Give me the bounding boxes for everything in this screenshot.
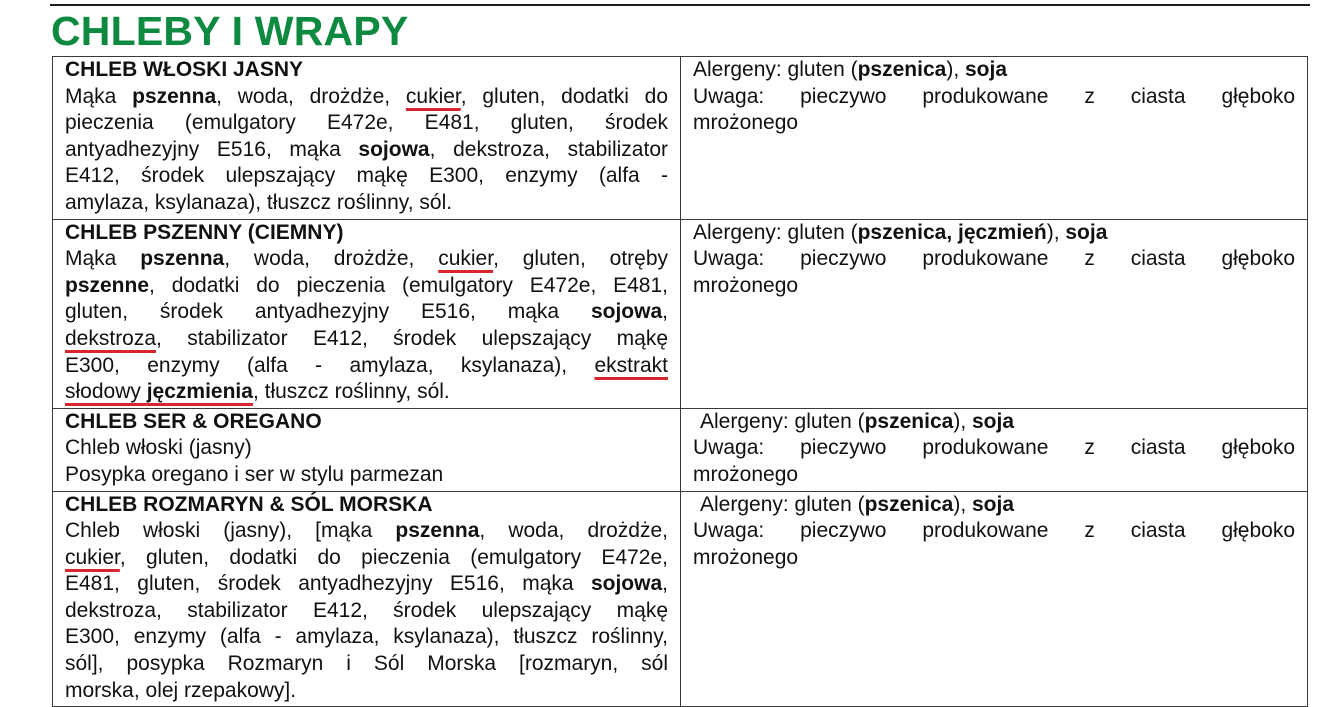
ingredient-line: Mąka pszenna, woda, drożdże, cukier, gluten, otręby	[65, 247, 669, 271]
allergens-line: Alergeny: gluten (pszenica), soja	[700, 492, 1015, 516]
table-row	[53, 57, 1308, 220]
ingredients-cell	[53, 219, 681, 408]
note-line: Uwaga: pieczywo produkowane z ciasta głęboko	[693, 84, 1295, 108]
ingredient-line: morska, olej rzepakowy].	[65, 678, 297, 702]
note-line-2: mrożonego	[693, 111, 799, 135]
product-name: CHLEB ROZMARYN & SÓL MORSKA	[65, 492, 433, 516]
ingredient-line: Mąka pszenna, woda, drożdże, cukier, gluten, dodatki do	[65, 84, 669, 108]
ingredient-line: pieczenia (emulgatory E472e, E481, gluten, środek	[65, 111, 668, 135]
page-title: CHLEBY I WRAPY	[51, 8, 409, 54]
ingredient-line: słodowy jęczmienia, tłuszcz roślinny, sól.	[65, 380, 450, 404]
product-name: CHLEB SER & OREGANO	[65, 409, 322, 433]
extract-highlight: ekstrakt	[594, 353, 668, 377]
ingredient-line: gluten, środek antyadhezyjny E516, mąka sojowa,	[65, 300, 668, 324]
ingredient-line: amylaza, ksylanaza), tłuszcz roślinny, sól.	[65, 190, 453, 214]
ingredient-line: dekstroza, stabilizator E412, środek ulepszający mąkę	[65, 326, 668, 350]
dextrose-highlight: dekstroza	[65, 326, 157, 350]
product-table	[52, 56, 1308, 707]
ingredient-line: pszenne, dodatki do pieczenia (emulgatory E472e, E481,	[65, 273, 668, 297]
allergens-cell	[681, 408, 1308, 491]
ingredients-cell	[53, 57, 681, 220]
ingredient-line: cukier, gluten, dodatki do pieczenia (emulgatory E472e,	[65, 545, 668, 569]
ingredient-line: E300, enzymy (alfa - amylaza, ksylanaza), tłuszcz roślinny,	[65, 625, 668, 649]
ingredients-cell	[53, 408, 681, 491]
ingredient-line: Chleb włoski (jasny), [mąka pszenna, woda, drożdże,	[65, 519, 668, 543]
ingredient-line: E481, gluten, środek antyadhezyjny E516, mąka sojowa,	[65, 572, 668, 596]
ingredients-cell	[53, 491, 681, 707]
malt-highlight: słodowy jęczmienia	[65, 380, 253, 404]
ingredient-line: Posypka oregano i ser w stylu parmezan	[65, 462, 444, 486]
allergens-line: Alergeny: gluten (pszenica), soja	[693, 58, 1008, 81]
ingredient-line: antyadhezyjny E516, mąka sojowa, dekstroza, stabilizator	[65, 137, 668, 161]
sugar-highlight: cukier	[65, 545, 120, 569]
product-name: CHLEB PSZENNY (CIEMNY)	[65, 220, 344, 244]
ingredient-line: E412, środek ulepszający mąkę E300, enzymy (alfa -	[65, 164, 668, 188]
ingredient-line: dekstroza, stabilizator E412, środek ulepszający mąkę	[65, 598, 668, 622]
table-row	[53, 491, 1308, 707]
allergens-line: Alergeny: gluten (pszenica, jęczmień), soja	[693, 220, 1108, 244]
top-rule	[50, 4, 1310, 6]
product-name: CHLEB WŁOSKI JASNY	[65, 58, 304, 81]
note-line: Uwaga: pieczywo produkowane z ciasta głęboko	[693, 436, 1295, 460]
allergens-cell	[681, 57, 1308, 220]
allergens-cell	[681, 491, 1308, 707]
allergens-cell	[681, 219, 1308, 408]
note-line-2: mrożonego	[693, 545, 799, 569]
table-row	[53, 408, 1308, 491]
note-line-2: mrożonego	[693, 462, 799, 486]
sugar-highlight: cukier	[438, 247, 494, 271]
sugar-highlight: cukier	[405, 84, 461, 108]
note-line: Uwaga: pieczywo produkowane z ciasta głęboko	[693, 247, 1295, 271]
note-line: Uwaga: pieczywo produkowane z ciasta głęboko	[693, 519, 1295, 543]
ingredient-line: Chleb włoski (jasny)	[65, 436, 252, 460]
ingredient-line: E300, enzymy (alfa - amylaza, ksylanaza), ekstrakt	[65, 353, 668, 377]
table-row	[53, 219, 1308, 408]
note-line-2: mrożonego	[693, 273, 799, 297]
ingredient-line: sól], posypka Rozmaryn i Sól Morska [rozmaryn, sól	[65, 652, 668, 676]
allergens-line: Alergeny: gluten (pszenica), soja	[700, 409, 1015, 433]
